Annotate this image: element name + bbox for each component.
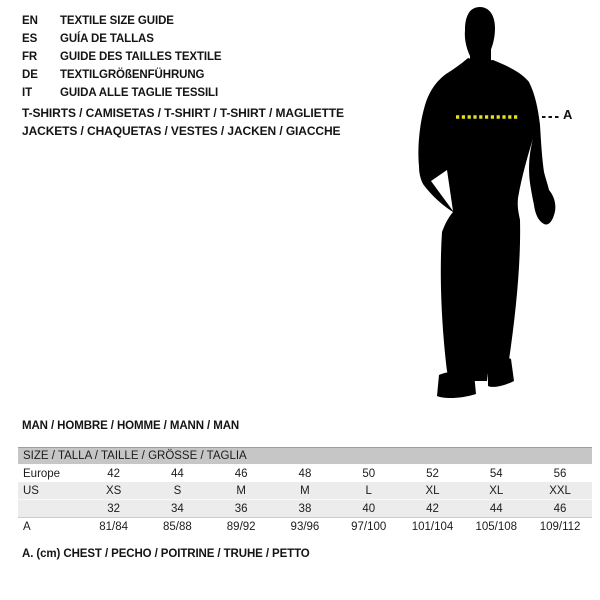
silhouette-right-shoe xyxy=(488,357,514,387)
size-cell: 34 xyxy=(146,500,210,518)
language-row xyxy=(22,84,222,102)
size-cell: 52 xyxy=(426,467,439,480)
language-code: FR xyxy=(22,51,38,63)
size-cell: 36 xyxy=(209,500,273,518)
size-cell: 46 xyxy=(234,467,248,480)
size-cell: XL xyxy=(401,482,465,500)
table-row xyxy=(18,518,592,536)
size-cell: 56 xyxy=(553,467,567,480)
language-label: GUIDE DES TAILLES TEXTILE xyxy=(60,51,222,63)
size-cell: L xyxy=(337,482,401,500)
section-title-man: MAN / HOMBRE / HOMME / MANN / MAN xyxy=(22,420,240,432)
size-cell: 81/84 xyxy=(82,518,146,536)
size-cell: 44 xyxy=(464,500,528,518)
size-table xyxy=(18,447,592,535)
footnote-chest: A. (cm) CHEST / PECHO / POITRINE / TRUHE / PETTO xyxy=(22,548,310,560)
size-cell: M xyxy=(273,482,337,500)
size-cell: 50 xyxy=(362,467,376,480)
size-cell: 105/108 xyxy=(464,518,528,536)
size-cell: XS xyxy=(82,482,146,500)
size-cell: XXL xyxy=(528,482,592,500)
size-cell: 101/104 xyxy=(401,518,465,536)
size-cell: 93/96 xyxy=(273,518,337,536)
size-cell: 44 xyxy=(171,467,184,480)
size-cell: 48 xyxy=(298,467,312,480)
size-cell: M xyxy=(209,482,273,500)
silhouette-body xyxy=(418,58,555,381)
size-cell: 38 xyxy=(273,500,337,518)
size-cell: 54 xyxy=(489,467,503,480)
size-cell: 89/92 xyxy=(209,518,273,536)
measurement-label-a: A xyxy=(563,107,573,122)
language-label: TEXTILE SIZE GUIDE xyxy=(60,15,174,27)
language-row xyxy=(22,12,222,30)
size-table-header-label: SIZE / TALLA / TAILLE / GRÖSSE / TAGLIA xyxy=(18,448,592,465)
size-cell: 42 xyxy=(401,500,465,518)
size-cell: 40 xyxy=(337,500,401,518)
size-cell: XL xyxy=(464,482,528,500)
table-row xyxy=(18,500,592,518)
table-row xyxy=(18,482,592,500)
category-list xyxy=(22,104,344,140)
size-cell: 97/100 xyxy=(337,518,401,536)
language-row xyxy=(22,66,222,84)
language-label: GUÍA DE TALLAS xyxy=(60,33,154,45)
man-silhouette xyxy=(390,0,600,410)
category-line: JACKETS / CHAQUETAS / VESTES / JACKEN / GIACCHE xyxy=(22,124,341,138)
size-cell: 46 xyxy=(528,500,592,518)
size-cell: 42 xyxy=(107,467,121,480)
category-line: T-SHIRTS / CAMISETAS / T-SHIRT / T-SHIRT / MAGLIETTE xyxy=(22,106,344,120)
language-row xyxy=(22,48,222,66)
size-cell: 85/88 xyxy=(146,518,210,536)
man-silhouette-figure xyxy=(390,0,600,410)
size-table-header xyxy=(18,448,592,465)
table-row xyxy=(18,465,592,483)
language-code: IT xyxy=(22,87,33,99)
row-label: A xyxy=(18,518,82,536)
language-label: TEXTILGRÖßENFÜHRUNG xyxy=(60,69,205,81)
row-label: US xyxy=(18,482,82,500)
language-list xyxy=(22,12,222,102)
row-label xyxy=(18,500,82,518)
language-code: EN xyxy=(22,15,38,27)
language-code: ES xyxy=(22,33,38,45)
language-row xyxy=(22,30,222,48)
size-cell: 32 xyxy=(82,500,146,518)
silhouette-left-shoe xyxy=(437,371,476,398)
size-cell: S xyxy=(146,482,210,500)
language-code: DE xyxy=(22,69,38,81)
size-cell: 109/112 xyxy=(528,518,592,536)
row-label: Europe xyxy=(23,467,61,480)
language-label: GUIDA ALLE TAGLIE TESSILI xyxy=(60,87,219,99)
